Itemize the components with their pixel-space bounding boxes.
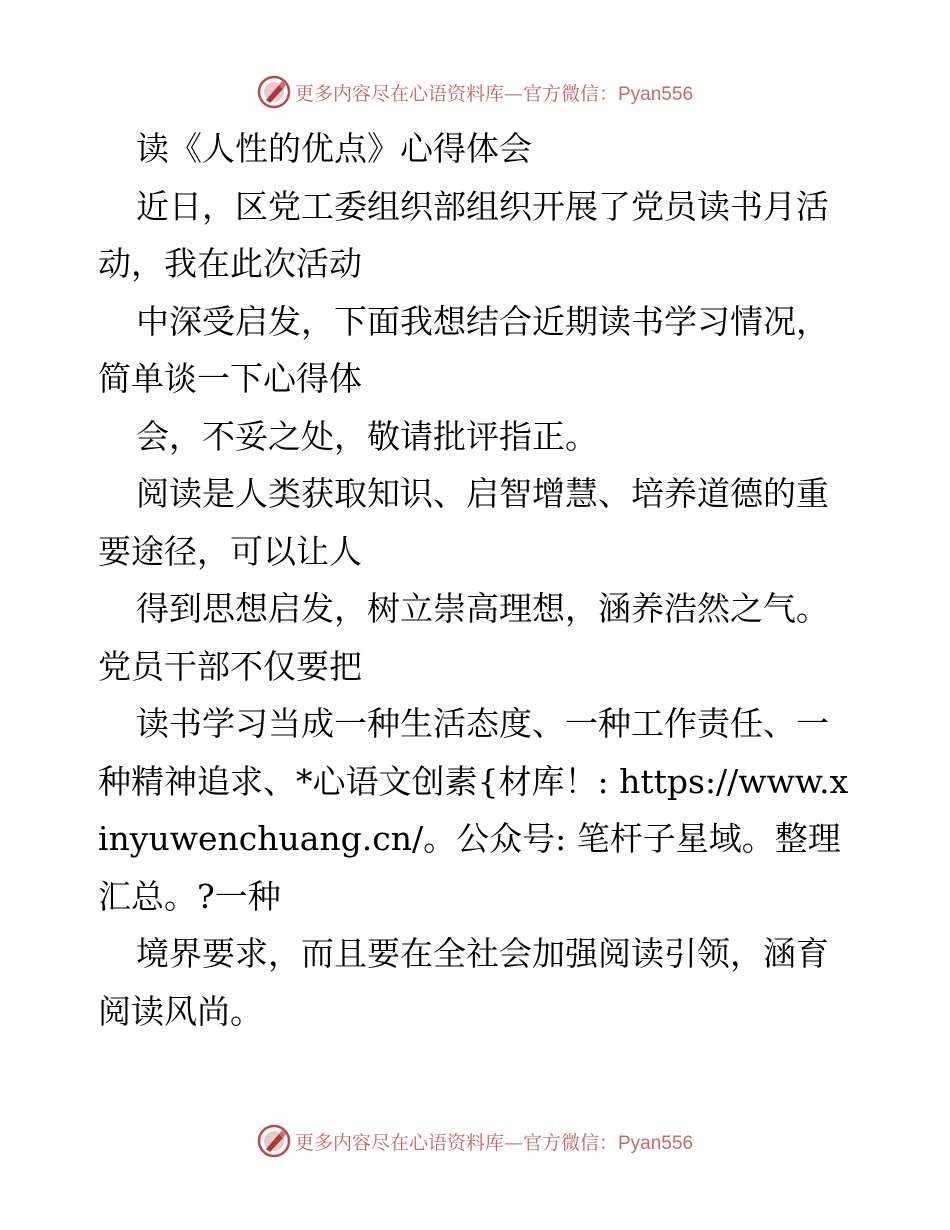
footer-banner: [0, 1121, 950, 1161]
footer-wechat-label: 官方微信：: [522, 1131, 618, 1154]
header-wechat-label: 官方微信：: [522, 82, 618, 105]
footer-site-label: 更多内容尽在心语资料库: [294, 1131, 504, 1154]
header-wechat-handle: Pyan556: [618, 83, 694, 105]
paragraph-line: 近日，区党工委组织部组织开展了党员读书月活动，我在此次活动: [98, 186, 829, 283]
header-site-label: 更多内容尽在心语资料库: [294, 82, 504, 105]
paragraph-line: 中深受启发，下面我想结合近期读书学习情况，简单谈一下心得体: [98, 301, 829, 398]
pen-logo-icon: [257, 1124, 291, 1158]
header-separator: —: [503, 82, 523, 105]
document-title: 读《人性的优点》心得体会: [136, 129, 532, 168]
paragraph-line: 阅读是人类获取知识、启智增慧、培养道德的重要途径，可以让人: [98, 474, 829, 571]
footer-separator: —: [503, 1131, 523, 1154]
header-banner: [0, 72, 950, 112]
document-body: [98, 120, 858, 1040]
footer-banner-text: [295, 1128, 693, 1155]
paragraph-line: 境界要求，而且要在全社会加强阅读引领，涵育阅读风尚。: [98, 934, 829, 1031]
header-banner-text: [295, 79, 693, 106]
footer-wechat-handle: Pyan556: [618, 1132, 694, 1154]
paragraph-line: 得到思想启发，树立崇高理想，涵养浩然之气。党员干部不仅要把: [98, 589, 829, 686]
paragraph-line: 读书学习当成一种生活态度、一种工作责任、一种精神追求、*心语文创素{材库！: https://www.xinyuwenchuang.cn/。公众号: 笔杆子星域。整理汇总。?一种: [98, 704, 849, 916]
paragraph-line: 会，不妥之处，敬请批评指正。: [136, 416, 598, 456]
pen-logo-icon: [257, 75, 291, 109]
